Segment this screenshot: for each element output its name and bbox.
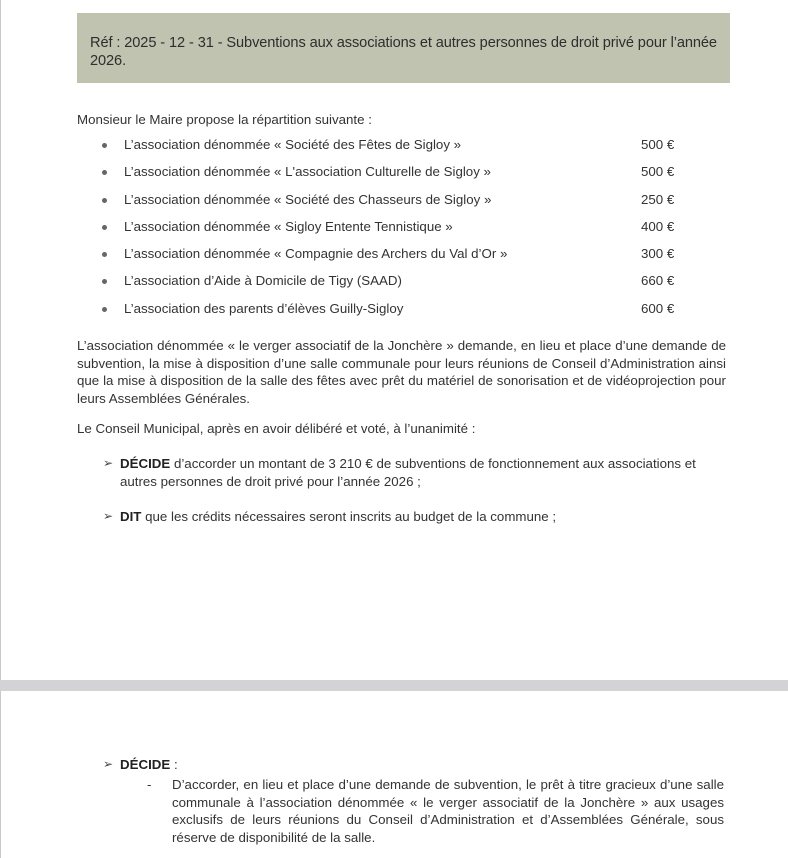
- allocation-amount: 300 €: [641, 246, 675, 262]
- dash-bullet-icon: -: [147, 777, 152, 792]
- association-name: L’association dénommée « Sigloy Entente Tennistique »: [124, 218, 453, 234]
- allocation-amount: 600 €: [641, 300, 675, 316]
- allocation-amount: 250 €: [641, 191, 675, 207]
- allocation-item: [1, 273, 788, 300]
- decision-suffix: :: [170, 757, 178, 772]
- allocation-item: [1, 219, 788, 246]
- decision-text: que les crédits nécessaires seront inscrits au budget de la commune ;: [141, 509, 557, 524]
- allocation-item: [1, 192, 788, 219]
- bullet-icon: [102, 225, 107, 230]
- reference-title: Réf : 2025 - 12 - 31 - Subventions aux associations et autres personnes de droit privé pour l’année 2026.: [90, 35, 717, 69]
- arrow-bullet-icon: ➢: [103, 757, 114, 771]
- allocation-amount: 500 €: [641, 164, 675, 180]
- arrow-bullet-icon: ➢: [103, 509, 114, 523]
- verger-request-paragraph: L’association dénommée « le verger associatif de la Jonchère » demande, en lieu et place d’une demande de subvention, la mise à disposition d’une salle communale pour leurs réunions de Conseil d’Administration ainsi que la mise à disposition de la salle des fêtes avec prêt du matériel de sonorisation et de vidéoprojection pour leurs Assemblées Générales.: [77, 338, 726, 407]
- bullet-icon: [102, 198, 107, 203]
- association-name: L’association dénommée « Société des Fêtes de Sigloy »: [124, 137, 462, 152]
- intro-text: Monsieur le Maire propose la répartition suivante :: [77, 112, 372, 127]
- bullet-icon: [102, 279, 107, 284]
- decision-keyword: DIT: [120, 509, 142, 524]
- allocation-amount: 660 €: [641, 273, 675, 289]
- arrow-bullet-icon: ➢: [103, 456, 114, 470]
- allocation-amount: 400 €: [641, 218, 675, 234]
- decision-keyword: DÉCIDE: [120, 757, 171, 772]
- decision-keyword: DÉCIDE: [120, 456, 171, 471]
- page-separator: [0, 680, 788, 691]
- bullet-icon: [102, 252, 107, 257]
- association-name: L’association dénommée « L'association Culturelle de Sigloy »: [124, 164, 491, 180]
- decision-text: d’accorder un montant de 3 210 € de subventions de fonctionnement aux associations et autres personnes de droit privé pour l’année 2026 ;: [120, 456, 696, 489]
- reference-title-box: [77, 13, 730, 83]
- bullet-icon: [102, 307, 107, 312]
- association-name: L’association d’Aide à Domicile de Tigy (SAAD): [124, 273, 402, 289]
- bullet-icon: [102, 143, 107, 148]
- decision-sub-item: [147, 776, 724, 846]
- allocation-item: [1, 246, 788, 273]
- council-vote-paragraph: Le Conseil Municipal, après en avoir délibéré et voté, à l’unanimité :: [77, 421, 476, 436]
- decision-item: [103, 455, 728, 490]
- bullet-icon: [102, 170, 107, 175]
- allocation-item: [1, 137, 788, 164]
- decision-item: [103, 508, 728, 526]
- association-name: L’association dénommée « Compagnie des Archers du Val d’Or »: [124, 246, 508, 262]
- decision-item: [103, 757, 728, 772]
- allocation-item: [1, 164, 788, 191]
- document-page-2: [0, 691, 788, 858]
- decision-sub-text: D’accorder, en lieu et place d’une demande de subvention, le prêt à titre gracieux d’une salle communale à l’association dénommée « le verger associatif de la Jonchère » aux usages exclusifs de leurs réunions du Conseil d’Administration et d’Assemblées Générale, sous réserve de disponibilité de la salle.: [172, 777, 724, 845]
- allocation-amount: 500 €: [641, 137, 675, 152]
- association-name: L’association dénommée « Société des Chasseurs de Sigloy »: [124, 191, 492, 207]
- allocation-item: [1, 301, 788, 328]
- allocation-list: [1, 137, 788, 328]
- association-name: L’association des parents d’élèves Guilly-Sigloy: [124, 300, 404, 316]
